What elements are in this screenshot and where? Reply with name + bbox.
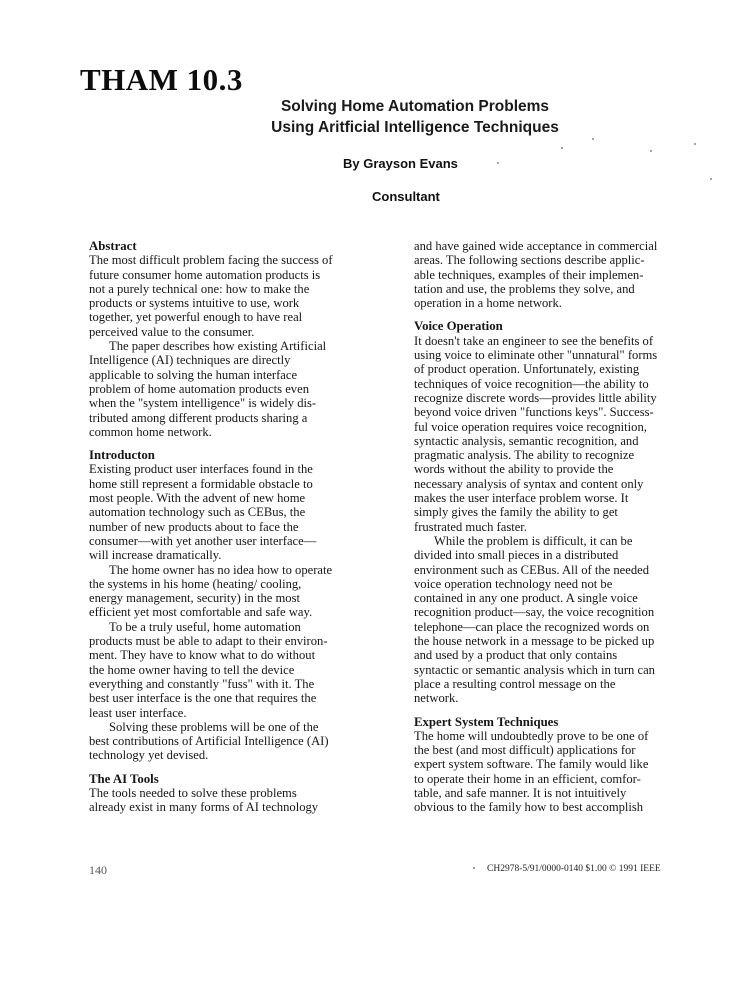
copyright-footer: CH2978-5/91/0000-0140 $1.00 © 1991 IEEE xyxy=(487,864,661,874)
left-text-line: Solving these problems will be one of the xyxy=(109,719,319,734)
section-heading: Voice Operation xyxy=(414,319,503,334)
left-column xyxy=(89,239,389,815)
left-text-line: problem of home automation products even xyxy=(89,381,309,396)
scan-speck xyxy=(650,150,652,152)
right-text-line: the house network in a message to be picked up xyxy=(414,634,655,649)
left-text-line: products must be able to adapt to their environ- xyxy=(89,634,328,649)
left-text-line: together, yet powerful enough to have real xyxy=(89,310,303,325)
scan-speck xyxy=(592,138,594,140)
right-text-line: simply gives the family the ability to get xyxy=(414,505,618,520)
left-text-line: future consumer home automation products is xyxy=(89,267,321,282)
right-text-line: able techniques, examples of their implemen- xyxy=(414,267,644,282)
right-text-line: syntactic or semantic analysis which in turn can xyxy=(414,662,655,677)
left-text-line: efficient yet most comfortable and safe way. xyxy=(89,605,313,620)
right-text-line: beyond voice driven "functions keys". Success- xyxy=(414,405,654,420)
right-text-line: areas. The following sections describe applic- xyxy=(414,253,645,268)
scan-speck xyxy=(561,147,563,149)
paper-title-line-1: Solving Home Automation Problems xyxy=(280,98,550,115)
right-text-line: obvious to the family how to best accomplish xyxy=(414,800,644,815)
scan-speck xyxy=(497,162,499,164)
left-text-line: energy management, security) in the most xyxy=(89,591,301,606)
right-text-line: syntactic analysis, semantic recognition, and xyxy=(414,433,639,448)
section-heading: Introducton xyxy=(89,448,155,463)
left-text-line: the systems in his home (heating/ cooling, xyxy=(89,576,302,591)
right-text-line: divided into small pieces in a distributed xyxy=(414,548,619,563)
right-text-line: recognition product—say, the voice recognition xyxy=(414,605,655,620)
left-text-line: technology yet devised. xyxy=(89,748,209,763)
left-text-line: applicable to solving the human interface xyxy=(89,367,298,382)
left-text-line: The most difficult problem facing the success of xyxy=(89,253,333,268)
section-heading: The AI Tools xyxy=(89,771,159,786)
right-text-line: techniques of voice recognition—the ability to xyxy=(414,376,649,391)
right-text-line: to operate their home in an efficient, comfor- xyxy=(414,771,641,786)
right-text-line: network. xyxy=(414,691,459,706)
left-text-line: consumer—with yet another user interface— xyxy=(89,533,317,548)
left-text-line: products or systems intuitive to use, work xyxy=(89,296,300,311)
right-text-line: contained in any one product. A single voice xyxy=(414,591,638,606)
left-text-line: will increase dramatically. xyxy=(89,548,222,563)
left-text-line: already exist in many forms of AI technology xyxy=(89,800,319,815)
left-text-line: perceived value to the consumer. xyxy=(89,324,255,339)
right-text-line: the best (and most difficult) applications for xyxy=(414,743,636,758)
left-text-line: tributed among different products sharing a xyxy=(89,410,308,425)
right-text-line: and have gained wide acceptance in commercial xyxy=(414,239,658,253)
right-text-line: voice operation technology need not be xyxy=(414,576,613,591)
left-text-line: The paper describes how existing Artificial xyxy=(109,339,327,354)
left-text-line: most people. With the advent of new home xyxy=(89,491,306,506)
right-text-line: words without the ability to provide the xyxy=(414,462,614,477)
section-heading: Expert System Techniques xyxy=(414,714,559,729)
right-text-line: The home will undoubtedly prove to be one of xyxy=(414,728,649,743)
section-heading: Abstract xyxy=(89,239,137,253)
right-text-line: operation in a home network. xyxy=(414,296,562,311)
right-text-line: telephone—can place the recognized words on xyxy=(414,619,650,634)
left-text-line: when the "system intelligence" is widely dis- xyxy=(89,396,317,411)
right-text-line: recognize discrete words—provides little ability xyxy=(414,390,657,405)
right-text-line: necessary analysis of syntax and content only xyxy=(414,476,644,491)
left-text-line: least user interface. xyxy=(89,705,187,720)
left-text-line: The tools needed to solve these problems xyxy=(89,785,297,800)
left-text-line: not a purely technical one: how to make the xyxy=(89,281,310,296)
scan-speck xyxy=(694,143,696,145)
right-text-line: and used by a product that only contains xyxy=(414,648,618,663)
left-text-line: common home network. xyxy=(89,424,212,439)
page-number: 140 xyxy=(89,863,107,877)
right-text-line: place a resulting control message on the xyxy=(414,676,616,691)
affiliation: Consultant xyxy=(372,189,440,204)
right-column xyxy=(414,239,719,815)
session-code: THAM 10.3 xyxy=(80,62,243,97)
right-text-line: While the problem is difficult, it can be xyxy=(434,533,633,548)
left-text-line: automation technology such as CEBus, the xyxy=(89,505,306,520)
left-text-line: the home owner having to tell the device xyxy=(89,662,295,677)
scan-speck xyxy=(473,867,475,869)
right-text-line: expert system software. The family would like xyxy=(414,757,649,772)
right-text-line: pragmatic analysis. The ability to recognize xyxy=(414,448,635,463)
left-text-line: home still represent a formidable obstacle to xyxy=(89,476,313,491)
right-text-line: It doesn't take an engineer to see the benefits of xyxy=(414,333,654,348)
right-text-line: tation and use, the problems they solve, and xyxy=(414,281,635,296)
right-text-line: ful voice operation requires voice recognition, xyxy=(414,419,647,434)
left-text-line: number of new products about to face the xyxy=(89,519,299,534)
left-text-line: best user interface is the one that requires the xyxy=(89,691,317,706)
left-text-line: everything and constantly "fuss" with it. The xyxy=(89,676,315,691)
left-text-line: To be a truly useful, home automation xyxy=(109,619,301,634)
left-text-line: best contributions of Artificial Intelligence (AI) xyxy=(89,734,329,749)
left-text-line: Intelligence (AI) techniques are directly xyxy=(89,353,291,368)
right-text-line: table, and safe manner. It is not intuitively xyxy=(414,785,627,800)
author: By Grayson Evans xyxy=(343,156,458,171)
left-text-line: ment. They have to know what to do without xyxy=(89,648,316,663)
scan-speck xyxy=(710,178,712,180)
right-text-line: frustrated much faster. xyxy=(414,519,527,534)
right-text-line: using voice to eliminate other "unnatural" forms xyxy=(414,348,658,363)
left-text-line: Existing product user interfaces found in the xyxy=(89,462,313,477)
right-text-line: makes the user interface problem worse. It xyxy=(414,491,629,506)
right-text-line: of product operation. Unfortunately, existing xyxy=(414,362,640,377)
right-text-line: environment such as CEBus. All of the needed xyxy=(414,562,650,577)
paper-title-line-2: Using Aritficial Intelligence Techniques xyxy=(271,119,559,136)
left-text-line: The home owner has no idea how to operate xyxy=(109,562,333,577)
